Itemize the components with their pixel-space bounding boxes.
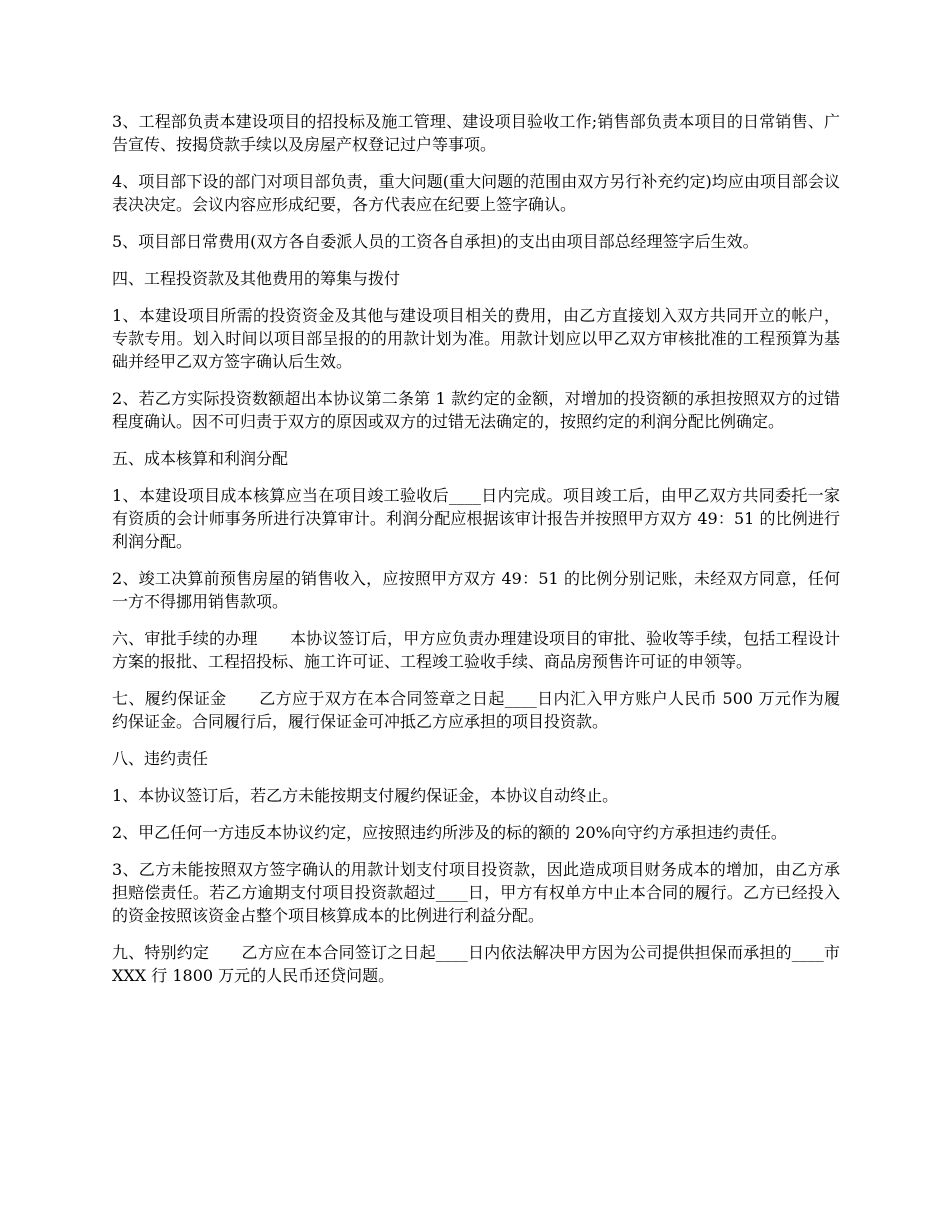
section-4-clause-2: 2、若乙方实际投资数额超出本协议第二条第 1 款约定的金额，对增加的投资额的承担按照双方的过错程度确认。因不可归责于双方的原因或双方的过错无法确定的，按照约定的利润分配比例确定。 bbox=[112, 389, 840, 431]
section-8-clause-2: 2、甲乙任何一方违反本协议约定，应按照违约所涉及的标的额的 20%向守约方承担违约责任。 bbox=[112, 823, 787, 842]
section-6-approval-procedures: 六、审批手续的办理 本协议签订后，甲方应负责办理建设项目的审批、验收等手续，包括工程设计方案的报批、工程招投标、施工许可证、工程竣工验收手续、商品房预售许可证的申领等。 bbox=[112, 629, 840, 671]
section-5-clause-2: 2、竣工决算前预售房屋的销售收入，应按照甲方双方 49：51 的比例分别记账，未经双方同意，任何一方不得挪用销售款项。 bbox=[112, 569, 840, 611]
clause-5-daily-expenses: 5、项目部日常费用(双方各自委派人员的工资各自承担)的支出由项目部总经理签字后生效。 bbox=[112, 232, 759, 251]
section-8-clause-3: 3、乙方未能按照双方签字确认的用款计划支付项目投资款，因此造成项目财务成本的增加，由乙方承担赔偿责任。若乙方逾期支付项目投资款超过____日，甲方有权单方中止本合同的履行。乙方已经投入的资金按照该资金占整个项目核算成本的比例进行利益分配。 bbox=[112, 860, 840, 925]
section-5-heading: 五、成本核算和利润分配 bbox=[112, 449, 289, 468]
document-body bbox=[112, 110, 846, 1001]
clause-4-project-subdepartments: 4、项目部下设的部门对项目部负责，重大问题(重大问题的范围由双方另行补充约定)均应由项目部会议表决决定。会议内容应形成纪要，各方代表应在纪要上签字确认。 bbox=[112, 172, 840, 214]
section-9-special-agreement: 九、特别约定 乙方应在本合同签订之日起____日内依法解决甲方因为公司提供担保而承担的____市 XXX 行 1800 万元的人民币还贷问题。 bbox=[112, 943, 846, 985]
section-4-heading: 四、工程投资款及其他费用的筹集与拨付 bbox=[112, 269, 401, 288]
section-8-clause-1: 1、本协议签订后，若乙方未能按期支付履约保证金，本协议自动终止。 bbox=[112, 786, 619, 805]
section-8-heading: 八、违约责任 bbox=[112, 749, 209, 768]
clause-3-engineering-dept: 3、工程部负责本建设项目的招投标及施工管理、建设项目验收工作;销售部负责本项目的日常销售、广告宣传、按揭贷款手续以及房屋产权登记过户等事项。 bbox=[112, 112, 840, 154]
section-4-clause-1: 1、本建设项目所需的投资资金及其他与建设项目相关的费用，由乙方直接划入双方共同开立的帐户，专款专用。划入时间以项目部呈报的的用款计划为准。用款计划应以甲乙双方审核批准的工程预算为基础并经甲乙双方签字确认后生效。 bbox=[112, 306, 840, 371]
section-5-clause-1: 1、本建设项目成本核算应当在项目竣工验收后____日内完成。项目竣工后，由甲乙双方共同委托一家有资质的会计师事务所进行决算审计。利润分配应根据该审计报告并按照甲方双方 49：51 的比例进行利润分配。 bbox=[112, 486, 840, 551]
section-7-performance-bond: 七、履约保证金 乙方应于双方在本合同签章之日起____日内汇入甲方账户人民币 500 万元作为履约保证金。合同履行后，履行保证金可冲抵乙方应承担的项目投资款。 bbox=[112, 689, 840, 731]
